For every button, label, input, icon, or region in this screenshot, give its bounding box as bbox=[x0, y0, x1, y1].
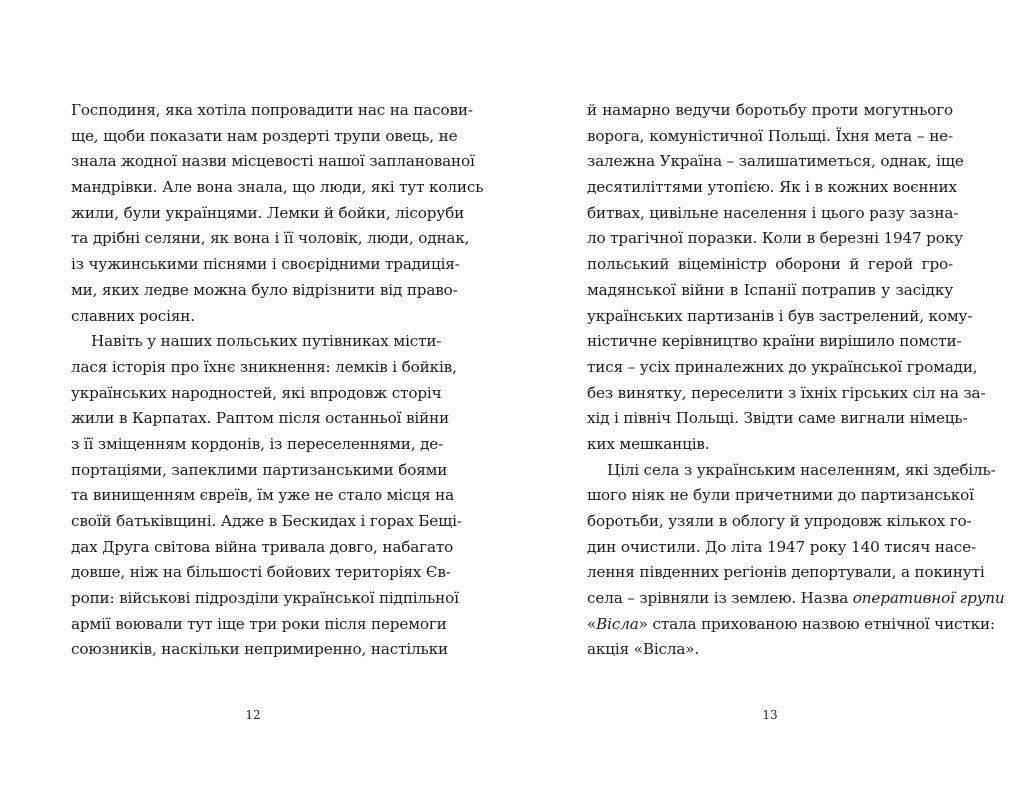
page-number-left: 12 bbox=[245, 708, 261, 722]
text-line: українських партизанів і був застрелений, кому- bbox=[587, 306, 973, 325]
italic-term: Вісла bbox=[596, 614, 639, 633]
text-line: без винятку, переселити з їхніх гірських сіл на за- bbox=[587, 383, 986, 402]
text-line: жили в Карпатах. Раптом після останньої війни bbox=[71, 409, 450, 428]
text-line: з її зміщенням кордонів, із переселеннями, де- bbox=[71, 434, 444, 453]
text-line: славних росіян. bbox=[71, 306, 195, 325]
italic-term: оперативної групи bbox=[852, 589, 1005, 608]
text-line: ми, яких ледве можна було відрізнити від право- bbox=[71, 280, 458, 299]
text-line: польський віцеміністр оборони й герой гро- bbox=[587, 255, 953, 274]
text-line: тися – усіх приналежних до української громади, bbox=[587, 357, 978, 376]
right-page bbox=[587, 98, 1005, 663]
text-line: із чужинськими піснями і своєрідними традиція- bbox=[71, 255, 460, 274]
page-number-right: 13 bbox=[762, 708, 778, 722]
text-line: лення південних регіонів депортували, а покинуті bbox=[587, 563, 985, 582]
text-line: хід і північ Польщі. Звідти саме вигнали німець- bbox=[587, 409, 968, 428]
text-line: дин очистили. До літа 1947 року 140 тисяч насе- bbox=[587, 537, 976, 556]
text-line: боротьби, узяли в облогу й упродовж кількох го- bbox=[587, 512, 972, 530]
text-line: союзників, наскільки непримиренно, настільки bbox=[71, 640, 448, 659]
text-line: українських народностей, які впродовж сторіч bbox=[71, 383, 442, 402]
text-line: шого ніяк не були причетними до партизанської bbox=[587, 486, 974, 505]
text-line: ністичне керівництво країни вирішило помсти- bbox=[587, 332, 962, 351]
text-line: портаціями, запеклими партизанськими боями bbox=[71, 460, 448, 479]
text-line: залежна Україна – залишатиметься, однак, іще bbox=[587, 152, 964, 171]
text-line: довше, ніж на більшості бойових територіях Єв- bbox=[71, 563, 451, 582]
text-line: битвах, цивільне населення і цього разу зазна- bbox=[587, 203, 959, 222]
text-line: акція «Вісла». bbox=[587, 640, 700, 659]
text-line: та дрібні селяни, як вона і її чоловік, люди, однак, bbox=[71, 229, 470, 248]
text-line: й намарно ведучи боротьбу проти могутнього bbox=[587, 101, 953, 119]
text-line: своїй батьківщині. Адже в Бескидах і горах Бещі- bbox=[71, 512, 462, 530]
text-line: дах Друга світова війна тривала довго, набагато bbox=[71, 537, 454, 556]
left-page bbox=[71, 98, 484, 663]
text-line: армії воювали тут іще три роки після перемоги bbox=[71, 614, 447, 633]
text-line: жили, були українцями. Лемки й бойки, лісоруби bbox=[71, 203, 465, 222]
text-line: Навіть у наших польських путівниках місти- bbox=[91, 332, 442, 351]
text-line: Господиня, яка хотіла попровадити нас на пасови- bbox=[71, 101, 473, 119]
text-line: знала жодної назви місцевості нашої запланованої bbox=[71, 152, 475, 171]
text-segment: села – зрівняли із землею. Назва bbox=[587, 589, 853, 608]
text-line: ворога, комуністичної Польщі. Їхня мета – не- bbox=[587, 126, 953, 145]
text-line: ще, щоби показати нам роздерті трупи овець, не bbox=[71, 126, 458, 145]
text-line: десятиліттями утопією. Як і в кожних воєнних bbox=[587, 178, 957, 197]
text-line: ло трагічної поразки. Коли в березні 1947 року bbox=[587, 229, 963, 248]
text-segment: « bbox=[587, 614, 597, 633]
text-line: та винищенням євреїв, їм уже не стало місця на bbox=[71, 486, 454, 505]
text-line: мандрівки. Але вона знала, що люди, які тут колись bbox=[71, 178, 484, 197]
text-segment: » стала прихованою назвою етнічної чистки: bbox=[638, 614, 995, 633]
text-line: мадянської війни в Іспанії потрапив у засідку bbox=[587, 280, 953, 299]
text-line bbox=[587, 612, 995, 638]
text-line: ких мешканців. bbox=[587, 434, 710, 453]
text-line bbox=[587, 586, 1005, 612]
text-line: лася історія про їхнє зникнення: лемків і бойків, bbox=[71, 357, 457, 376]
text-line: ропи: військові підрозділи української підпільної bbox=[71, 589, 459, 608]
text-line: Цілі села з українським населенням, які здебіль- bbox=[607, 460, 996, 479]
